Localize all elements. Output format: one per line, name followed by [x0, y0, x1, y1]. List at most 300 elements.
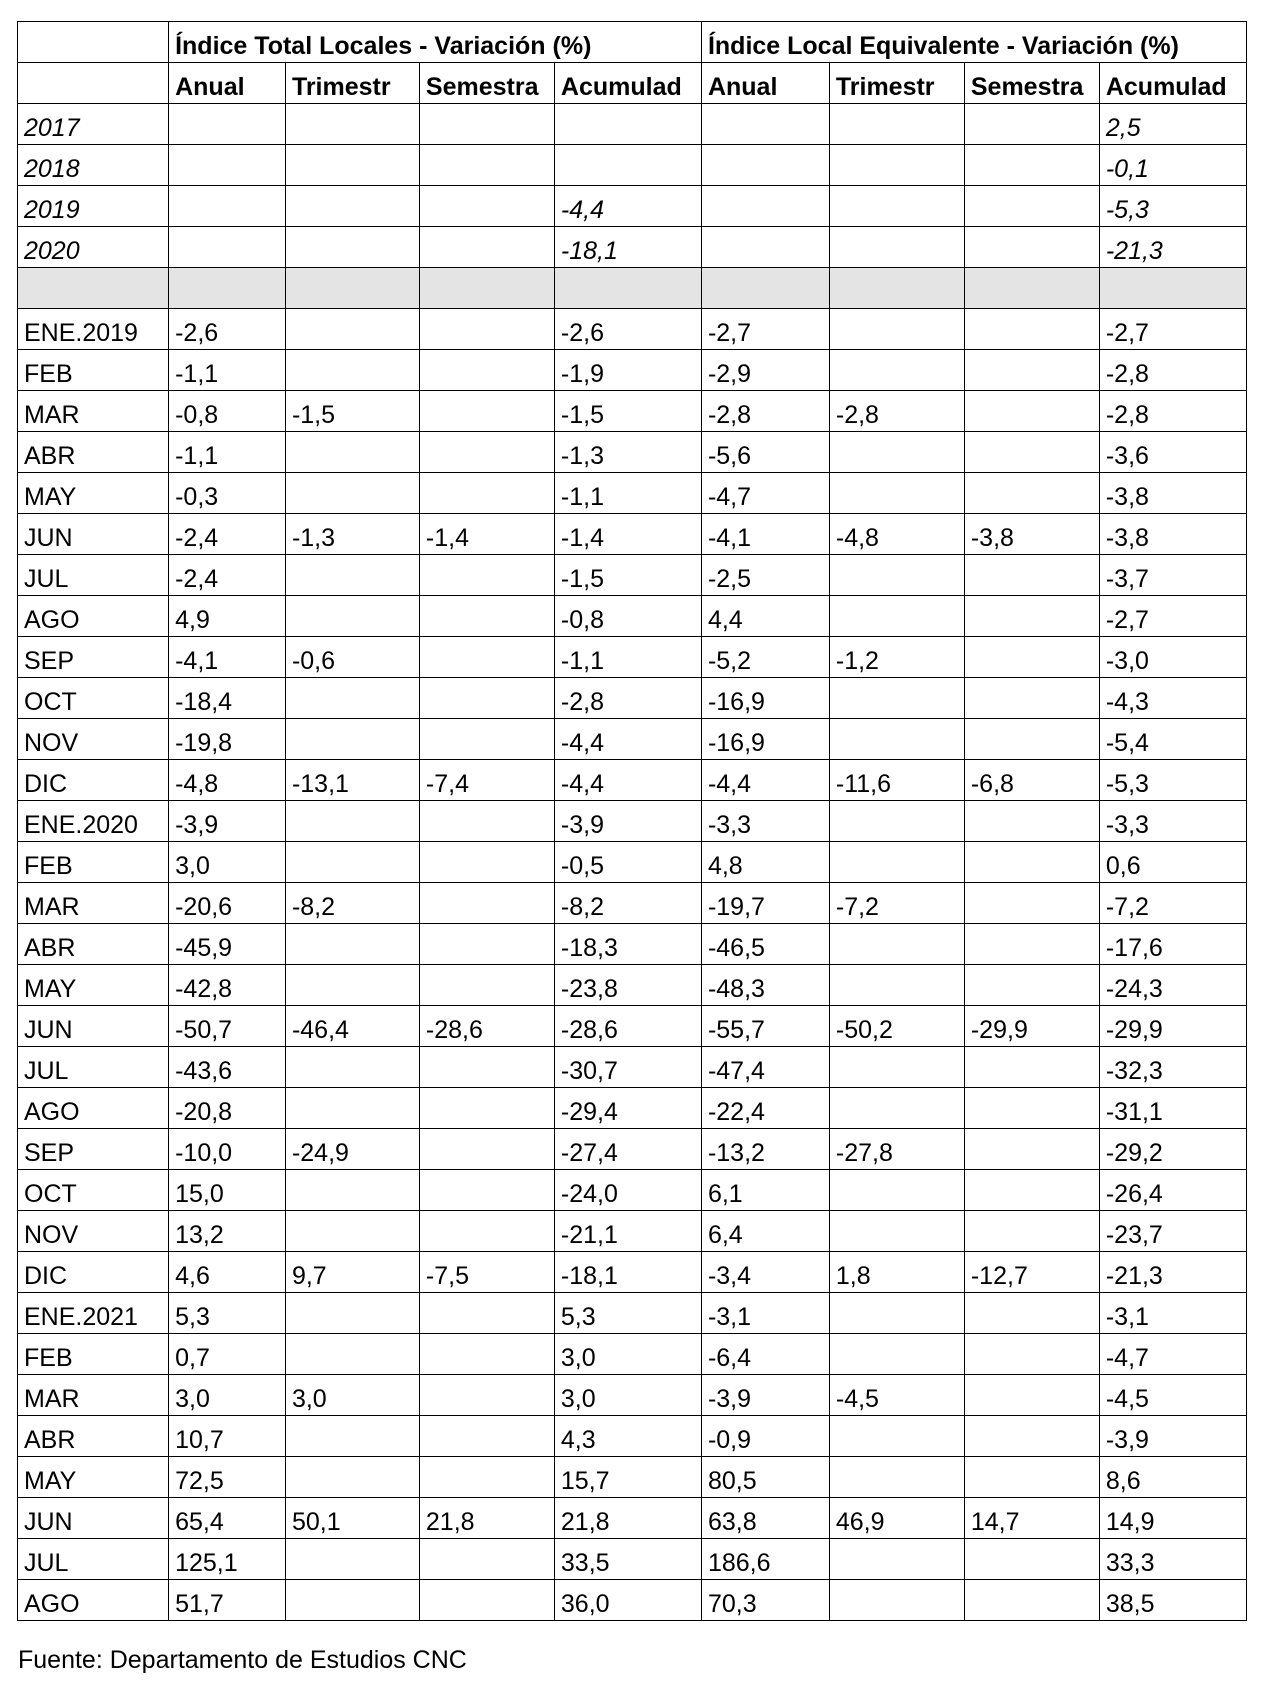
table-cell: -5,3: [1099, 186, 1246, 227]
row-label: 2017: [18, 104, 169, 145]
table-cell: 6,4: [701, 1211, 829, 1252]
row-label: JUN: [18, 1498, 169, 1539]
table-cell: 4,9: [169, 596, 286, 637]
year-row: [18, 104, 1247, 145]
table-cell: -6,4: [701, 1334, 829, 1375]
row-label: AGO: [18, 596, 169, 637]
table-cell: [829, 1457, 964, 1498]
row-label: NOV: [18, 1211, 169, 1252]
table-cell: [829, 268, 964, 309]
col-header-anual: Anual: [701, 63, 829, 104]
row-label: [18, 268, 169, 309]
table-cell: -19,8: [169, 719, 286, 760]
table-cell: [419, 432, 554, 473]
col-header-semestral: Semestra: [964, 63, 1099, 104]
table-cell: 13,2: [169, 1211, 286, 1252]
table-cell: [285, 1047, 419, 1088]
table-cell: [554, 145, 701, 186]
table-cell: [964, 883, 1099, 924]
row-label: ENE.2019: [18, 309, 169, 350]
table-cell: [964, 1375, 1099, 1416]
table-cell: 5,3: [169, 1293, 286, 1334]
corner-cell: [18, 63, 169, 104]
table-cell: [829, 924, 964, 965]
table-cell: [169, 268, 286, 309]
table-cell: -0,1: [1099, 145, 1246, 186]
month-row: [18, 801, 1247, 842]
separator-row: [18, 268, 1247, 309]
table-cell: [964, 1047, 1099, 1088]
table-cell: [419, 1129, 554, 1170]
table-cell: [419, 104, 554, 145]
table-cell: -1,5: [554, 555, 701, 596]
table-cell: [701, 145, 829, 186]
row-label: SEP: [18, 637, 169, 678]
table-cell: 3,0: [285, 1375, 419, 1416]
table-cell: [964, 309, 1099, 350]
table-cell: -1,5: [285, 391, 419, 432]
table-cell: [829, 801, 964, 842]
table-cell: -7,2: [829, 883, 964, 924]
table-cell: [285, 1539, 419, 1580]
table-cell: [285, 1170, 419, 1211]
table-cell: [419, 1211, 554, 1252]
table-cell: -1,1: [554, 637, 701, 678]
table-cell: [419, 1580, 554, 1621]
table-cell: -2,8: [701, 391, 829, 432]
table-cell: [419, 1170, 554, 1211]
table-cell: [701, 104, 829, 145]
month-row: [18, 350, 1247, 391]
table-cell: [419, 965, 554, 1006]
row-label: MAY: [18, 473, 169, 514]
table-cell: -2,7: [701, 309, 829, 350]
table-cell: [829, 1334, 964, 1375]
table-cell: -4,8: [829, 514, 964, 555]
table-cell: [829, 1088, 964, 1129]
table-cell: 3,0: [169, 1375, 286, 1416]
table-cell: -2,4: [169, 514, 286, 555]
row-label: MAR: [18, 1375, 169, 1416]
table-cell: -4,5: [829, 1375, 964, 1416]
group-header-total-locales: Índice Total Locales - Variación (%): [169, 22, 702, 63]
table-wrapper: [17, 21, 1247, 1621]
table-cell: -22,4: [701, 1088, 829, 1129]
month-row: [18, 1539, 1247, 1580]
table-cell: [285, 596, 419, 637]
table-cell: [169, 104, 286, 145]
table-cell: [964, 227, 1099, 268]
table-cell: 70,3: [701, 1580, 829, 1621]
table-cell: [829, 473, 964, 514]
table-cell: [285, 1088, 419, 1129]
table-cell: 9,7: [285, 1252, 419, 1293]
table-cell: [419, 1088, 554, 1129]
table-cell: [1099, 268, 1246, 309]
month-row: [18, 514, 1247, 555]
month-row: [18, 1416, 1247, 1457]
table-cell: [419, 1375, 554, 1416]
table-cell: -3,8: [964, 514, 1099, 555]
table-cell: [419, 883, 554, 924]
row-label: OCT: [18, 1170, 169, 1211]
table-cell: -3,9: [701, 1375, 829, 1416]
table-cell: [829, 350, 964, 391]
table-cell: -46,4: [285, 1006, 419, 1047]
table-cell: -55,7: [701, 1006, 829, 1047]
table-cell: -2,9: [701, 350, 829, 391]
table-cell: -0,6: [285, 637, 419, 678]
table-cell: -4,8: [169, 760, 286, 801]
table-cell: [419, 1047, 554, 1088]
sub-header-row: [18, 63, 1247, 104]
table-cell: [964, 1457, 1099, 1498]
month-row: [18, 637, 1247, 678]
table-cell: -7,2: [1099, 883, 1246, 924]
month-row: [18, 883, 1247, 924]
table-cell: [419, 842, 554, 883]
source-note: Fuente: Departamento de Estudios CNC: [18, 1646, 467, 1674]
table-cell: -1,4: [419, 514, 554, 555]
table-cell: [419, 391, 554, 432]
month-row: [18, 760, 1247, 801]
table-cell: -3,1: [1099, 1293, 1246, 1334]
table-cell: -2,8: [1099, 350, 1246, 391]
month-row: [18, 1211, 1247, 1252]
month-row: [18, 1498, 1247, 1539]
table-cell: [285, 719, 419, 760]
table-cell: 8,6: [1099, 1457, 1246, 1498]
table-cell: -1,4: [554, 514, 701, 555]
table-cell: -3,3: [701, 801, 829, 842]
table-cell: [829, 1580, 964, 1621]
table-cell: -18,1: [554, 1252, 701, 1293]
table-cell: -6,8: [964, 760, 1099, 801]
table-cell: -4,5: [1099, 1375, 1246, 1416]
month-row: [18, 1047, 1247, 1088]
table-body: [18, 104, 1247, 1621]
col-header-acumulado: Acumulad: [554, 63, 701, 104]
table-cell: -31,1: [1099, 1088, 1246, 1129]
table-cell: [419, 637, 554, 678]
table-cell: -1,1: [169, 432, 286, 473]
table-cell: -1,1: [169, 350, 286, 391]
table-cell: [419, 350, 554, 391]
row-label: FEB: [18, 842, 169, 883]
table-cell: 4,8: [701, 842, 829, 883]
table-cell: -10,0: [169, 1129, 286, 1170]
row-label: 2020: [18, 227, 169, 268]
table-cell: -29,9: [1099, 1006, 1246, 1047]
table-cell: [285, 842, 419, 883]
variation-table: [17, 21, 1247, 1621]
table-cell: 125,1: [169, 1539, 286, 1580]
table-cell: [829, 678, 964, 719]
table-cell: -4,7: [701, 473, 829, 514]
month-row: [18, 473, 1247, 514]
table-cell: [829, 145, 964, 186]
table-cell: -0,8: [554, 596, 701, 637]
table-cell: -32,3: [1099, 1047, 1246, 1088]
table-cell: [419, 555, 554, 596]
row-label: JUL: [18, 555, 169, 596]
table-cell: [964, 104, 1099, 145]
row-label: FEB: [18, 350, 169, 391]
table-cell: 3,0: [554, 1375, 701, 1416]
table-cell: -8,2: [285, 883, 419, 924]
table-cell: [419, 924, 554, 965]
table-cell: [964, 965, 1099, 1006]
table-cell: -3,0: [1099, 637, 1246, 678]
month-row: [18, 596, 1247, 637]
group-header-local-equivalente: Índice Local Equivalente - Variación (%): [701, 22, 1246, 63]
table-cell: -45,9: [169, 924, 286, 965]
row-label: DIC: [18, 760, 169, 801]
table-cell: [964, 1334, 1099, 1375]
table-cell: -1,1: [554, 473, 701, 514]
table-cell: [285, 801, 419, 842]
month-row: [18, 1170, 1247, 1211]
table-cell: -24,3: [1099, 965, 1246, 1006]
month-row: [18, 1375, 1247, 1416]
table-cell: [964, 801, 1099, 842]
table-cell: -11,6: [829, 760, 964, 801]
row-label: MAR: [18, 391, 169, 432]
table-cell: 6,1: [701, 1170, 829, 1211]
table-cell: -1,3: [285, 514, 419, 555]
table-cell: [701, 268, 829, 309]
table-cell: -18,4: [169, 678, 286, 719]
table-cell: -2,6: [554, 309, 701, 350]
table-cell: [964, 924, 1099, 965]
table-cell: [829, 432, 964, 473]
table-cell: -21,3: [1099, 227, 1246, 268]
table-cell: -1,9: [554, 350, 701, 391]
table-cell: [964, 1211, 1099, 1252]
month-row: [18, 719, 1247, 760]
table-cell: 50,1: [285, 1498, 419, 1539]
table-cell: [701, 186, 829, 227]
year-row: [18, 227, 1247, 268]
table-cell: -42,8: [169, 965, 286, 1006]
table-cell: -29,9: [964, 1006, 1099, 1047]
table-cell: -20,6: [169, 883, 286, 924]
table-cell: [964, 1580, 1099, 1621]
table-cell: -2,4: [169, 555, 286, 596]
table-cell: [964, 596, 1099, 637]
table-cell: [285, 965, 419, 1006]
table-cell: [964, 719, 1099, 760]
row-label: ABR: [18, 924, 169, 965]
table-cell: [285, 1334, 419, 1375]
table-cell: 63,8: [701, 1498, 829, 1539]
row-label: 2018: [18, 145, 169, 186]
row-label: AGO: [18, 1088, 169, 1129]
table-cell: 33,3: [1099, 1539, 1246, 1580]
table-cell: -3,8: [1099, 514, 1246, 555]
month-row: [18, 678, 1247, 719]
table-cell: -16,9: [701, 719, 829, 760]
table-cell: [964, 842, 1099, 883]
table-cell: [419, 309, 554, 350]
table-cell: 15,7: [554, 1457, 701, 1498]
row-label: AGO: [18, 1580, 169, 1621]
table-cell: -4,7: [1099, 1334, 1246, 1375]
table-cell: -48,3: [701, 965, 829, 1006]
table-cell: -2,8: [554, 678, 701, 719]
table-cell: -28,6: [419, 1006, 554, 1047]
row-label: JUL: [18, 1047, 169, 1088]
table-cell: -5,6: [701, 432, 829, 473]
table-cell: -3,9: [169, 801, 286, 842]
table-cell: [419, 227, 554, 268]
row-label: ENE.2021: [18, 1293, 169, 1334]
table-cell: -0,8: [169, 391, 286, 432]
table-cell: -24,9: [285, 1129, 419, 1170]
table-cell: [829, 1539, 964, 1580]
month-row: [18, 391, 1247, 432]
month-row: [18, 1580, 1247, 1621]
table-cell: -2,7: [1099, 596, 1246, 637]
table-cell: [285, 555, 419, 596]
table-cell: [554, 268, 701, 309]
table-cell: [829, 1293, 964, 1334]
table-cell: [829, 1047, 964, 1088]
table-cell: -27,8: [829, 1129, 964, 1170]
month-row: [18, 432, 1247, 473]
corner-cell: [18, 22, 169, 63]
row-label: JUL: [18, 1539, 169, 1580]
table-cell: [964, 145, 1099, 186]
month-row: [18, 1006, 1247, 1047]
table-cell: [285, 145, 419, 186]
col-header-anual: Anual: [169, 63, 286, 104]
month-row: [18, 842, 1247, 883]
table-cell: -29,4: [554, 1088, 701, 1129]
table-cell: -21,1: [554, 1211, 701, 1252]
table-cell: -24,0: [554, 1170, 701, 1211]
table-cell: 21,8: [419, 1498, 554, 1539]
row-label: ABR: [18, 1416, 169, 1457]
table-cell: -50,7: [169, 1006, 286, 1047]
table-cell: 3,0: [169, 842, 286, 883]
table-cell: 14,9: [1099, 1498, 1246, 1539]
table-cell: [169, 145, 286, 186]
row-label: OCT: [18, 678, 169, 719]
table-cell: [285, 350, 419, 391]
table-cell: -50,2: [829, 1006, 964, 1047]
table-cell: [419, 145, 554, 186]
table-cell: [285, 309, 419, 350]
table-cell: [285, 186, 419, 227]
group-header-row: [18, 22, 1247, 63]
month-row: [18, 1457, 1247, 1498]
table-cell: [829, 842, 964, 883]
table-cell: [829, 1211, 964, 1252]
table-cell: [964, 391, 1099, 432]
table-cell: -46,5: [701, 924, 829, 965]
table-cell: 46,9: [829, 1498, 964, 1539]
table-cell: -21,3: [1099, 1252, 1246, 1293]
table-cell: -17,6: [1099, 924, 1246, 965]
table-cell: 33,5: [554, 1539, 701, 1580]
table-cell: 10,7: [169, 1416, 286, 1457]
table-cell: [419, 678, 554, 719]
table-cell: -2,5: [701, 555, 829, 596]
table-cell: [964, 268, 1099, 309]
row-label: MAY: [18, 1457, 169, 1498]
table-cell: -4,4: [554, 186, 701, 227]
table-cell: -3,6: [1099, 432, 1246, 473]
table-cell: -3,7: [1099, 555, 1246, 596]
table-cell: [701, 227, 829, 268]
table-cell: -19,7: [701, 883, 829, 924]
table-cell: -23,8: [554, 965, 701, 1006]
table-cell: -3,9: [1099, 1416, 1246, 1457]
table-cell: [964, 350, 1099, 391]
table-cell: -20,8: [169, 1088, 286, 1129]
row-label: MAR: [18, 883, 169, 924]
table-cell: [964, 637, 1099, 678]
table-cell: -3,1: [701, 1293, 829, 1334]
row-label: SEP: [18, 1129, 169, 1170]
table-cell: [964, 1539, 1099, 1580]
table-cell: 0,7: [169, 1334, 286, 1375]
month-row: [18, 924, 1247, 965]
table-cell: [419, 719, 554, 760]
table-cell: [285, 924, 419, 965]
table-cell: 2,5: [1099, 104, 1246, 145]
table-cell: [419, 1539, 554, 1580]
table-cell: -0,5: [554, 842, 701, 883]
table-cell: [829, 227, 964, 268]
table-cell: -5,4: [1099, 719, 1246, 760]
table-cell: 80,5: [701, 1457, 829, 1498]
table-cell: -3,3: [1099, 801, 1246, 842]
row-label: JUN: [18, 514, 169, 555]
table-cell: [285, 227, 419, 268]
table-cell: 15,0: [169, 1170, 286, 1211]
table-cell: -0,9: [701, 1416, 829, 1457]
table-cell: 4,3: [554, 1416, 701, 1457]
table-cell: -4,4: [554, 719, 701, 760]
table-cell: [964, 473, 1099, 514]
table-cell: [285, 678, 419, 719]
col-header-semestral: Semestra: [419, 63, 554, 104]
table-cell: -26,4: [1099, 1170, 1246, 1211]
table-cell: 3,0: [554, 1334, 701, 1375]
row-label: NOV: [18, 719, 169, 760]
row-label: 2019: [18, 186, 169, 227]
table-cell: -7,4: [419, 760, 554, 801]
table-cell: [964, 555, 1099, 596]
table-cell: -0,3: [169, 473, 286, 514]
year-row: [18, 145, 1247, 186]
table-cell: [964, 1088, 1099, 1129]
table-cell: 36,0: [554, 1580, 701, 1621]
table-cell: 4,6: [169, 1252, 286, 1293]
table-cell: -4,3: [1099, 678, 1246, 719]
row-label: FEB: [18, 1334, 169, 1375]
table-cell: [829, 186, 964, 227]
table-cell: [964, 186, 1099, 227]
table-cell: [285, 268, 419, 309]
month-row: [18, 1252, 1247, 1293]
row-label: ABR: [18, 432, 169, 473]
table-cell: [419, 801, 554, 842]
table-cell: -3,4: [701, 1252, 829, 1293]
table-cell: [285, 1457, 419, 1498]
